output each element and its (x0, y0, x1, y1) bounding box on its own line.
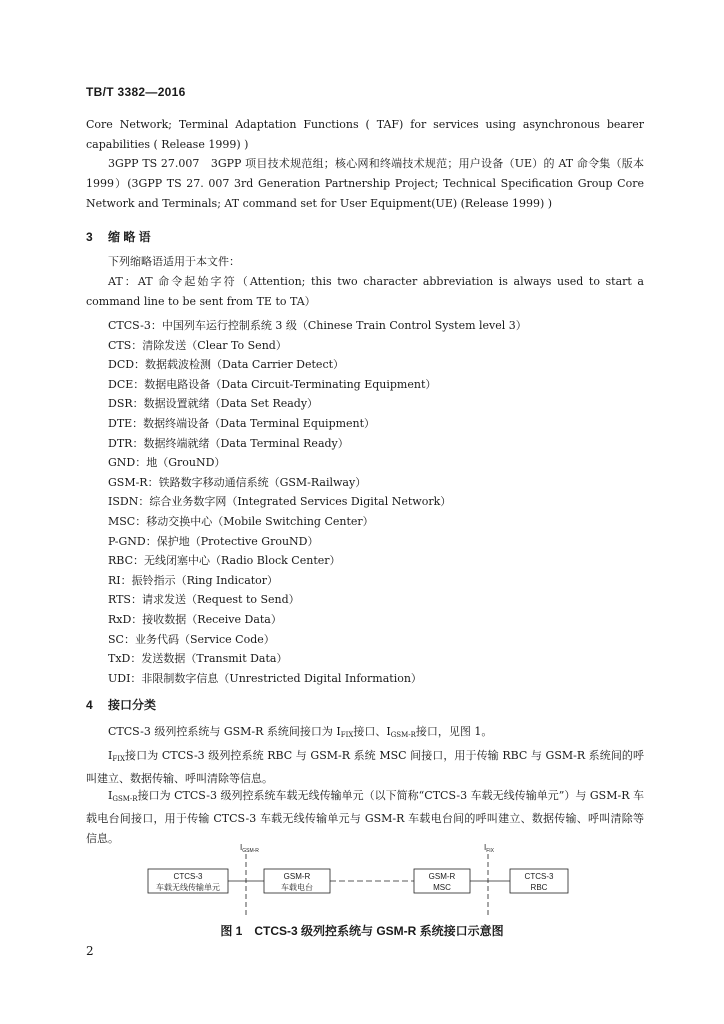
abbreviation-item: DSR：数据设置就绪（Data Set Ready） (108, 397, 319, 411)
section-3-number: 3 (86, 230, 93, 244)
abbreviation-item: P-GND：保护地（Protective GrouND） (108, 534, 319, 548)
section-4-heading (86, 696, 156, 713)
section-4-title: 接口分类 (108, 698, 157, 712)
section-3-heading (86, 228, 151, 245)
abbreviation-item: GND：地（GrouND） (108, 456, 226, 470)
igsmr-label: $I_{GSM-R}$ (240, 843, 259, 854)
box2-line2: 车载电台 (281, 883, 313, 892)
abbreviation-item: RxD：接收数据（Receive Data） (108, 612, 282, 626)
abbreviation-item: CTS：清除发送（Clear To Send） (108, 338, 287, 352)
section-4-paragraph-1: CTCS-3 级列控系统与 GSM-R 系统间接口为 $I_{FIX}$接口、$I_{GSM-R}$接口，见图 1。 (108, 725, 493, 739)
abbreviation-item: RTS：请求发送（Request to Send） (108, 593, 300, 607)
box1-line2: 车载无线传输单元 (156, 883, 220, 892)
abbreviation-item: CTCS-3：中国列车运行控制系统 3 级（Chinese Train Control System level 3） (108, 319, 527, 332)
box2-line1: GSM-R (283, 872, 311, 881)
section-3-title: 缩 略 语 (108, 230, 151, 244)
abbreviation-item: SC：业务代码（Service Code） (108, 632, 275, 646)
abbreviation-item: DTE：数据终端设备（Data Terminal Equipment） (108, 416, 376, 430)
abbreviation-item: RI：振铃指示（Ring Indicator） (108, 573, 279, 587)
abbreviation-item: DCE：数据电路设备（Data Circuit-Terminating Equipment） (108, 377, 437, 391)
section-3-intro: 下列缩略语适用于本文件： (108, 255, 240, 268)
box4-line2: RBC (530, 883, 548, 892)
section-4-paragraph-3: $I_{GSM-R}$接口为 CTCS-3 级列控系统车载无线传输单元（以下简称“CTCS-3 车载无线传输单元”）与 GSM-R 车载电台间接口，用于传输 CTCS-3 车载无线传输单元与 GSM-R 车载电台间的呼叫建立、数据传输、呼叫清除等信息。 (86, 789, 644, 845)
reference-continuation: Core Network; Terminal Adaptation Functions ( TAF) for services using asynchronous bearer capabilities ( Release 1999) ) (86, 118, 644, 151)
abbreviation-item: ISDN：综合业务数字网（Integrated Services Digital Network） (108, 495, 452, 509)
box3-line1: GSM-R (428, 872, 456, 881)
abbreviation-item: DCD：数据载波检测（Data Carrier Detect） (108, 358, 345, 372)
abbreviation-at: AT：AT 命令起始字符（Attention; this two character abbreviation is always used to start a command line to be sent from TE to TA） (86, 275, 644, 308)
figure-1-caption: 图 1 CTCS-3 级列控系统与 GSM-R 系统接口示意图 (220, 924, 504, 938)
interface-diagram (140, 840, 600, 920)
section-4-paragraph-2: $I_{FIX}$接口为 CTCS-3 级列控系统 RBC 与 GSM-R 系统 MSC 间接口，用于传输 RBC 与 GSM-R 系统间的呼叫建立、数据传输、呼叫清除等信息。 (86, 749, 644, 785)
abbreviation-item: TxD：发送数据（Transmit Data） (108, 652, 288, 666)
abbreviation-item: GSM-R：铁路数字移动通信系统（GSM-Railway） (108, 475, 367, 489)
abbreviation-item: UDI：非限制数字信息（Unrestricted Digital Information） (108, 671, 422, 685)
abbreviation-item: RBC：无线闭塞中心（Radio Block Center） (108, 554, 341, 568)
box4-line1: CTCS-3 (524, 872, 554, 881)
reference-3gpp-ts27007: 3GPP TS 27.007 3GPP 项目技术规范组；核心网和终端技术规范；用户设备（UE）的 AT 命令集（版本 1999）(3GPP TS 27. 007 3rd Generation Partnership Project; Technical Specification Group Core Network and Terminals; AT command set for User Equipment(UE) (Release 1999) ) (86, 157, 644, 210)
abbreviation-item: MSC：移动交换中心（Mobile Switching Center） (108, 514, 374, 528)
page-number: 2 (86, 944, 94, 958)
box3-line2: MSC (433, 883, 451, 892)
abbreviation-list (108, 316, 527, 688)
box1-line1: CTCS-3 (173, 872, 203, 881)
standard-number: TB/T 3382—2016 (86, 85, 186, 99)
section-4-number: 4 (86, 698, 93, 712)
abbreviation-item: DTR：数据终端就绪（Data Terminal Ready） (108, 436, 349, 450)
ifix-label: $I_{FIX}$ (484, 843, 495, 854)
